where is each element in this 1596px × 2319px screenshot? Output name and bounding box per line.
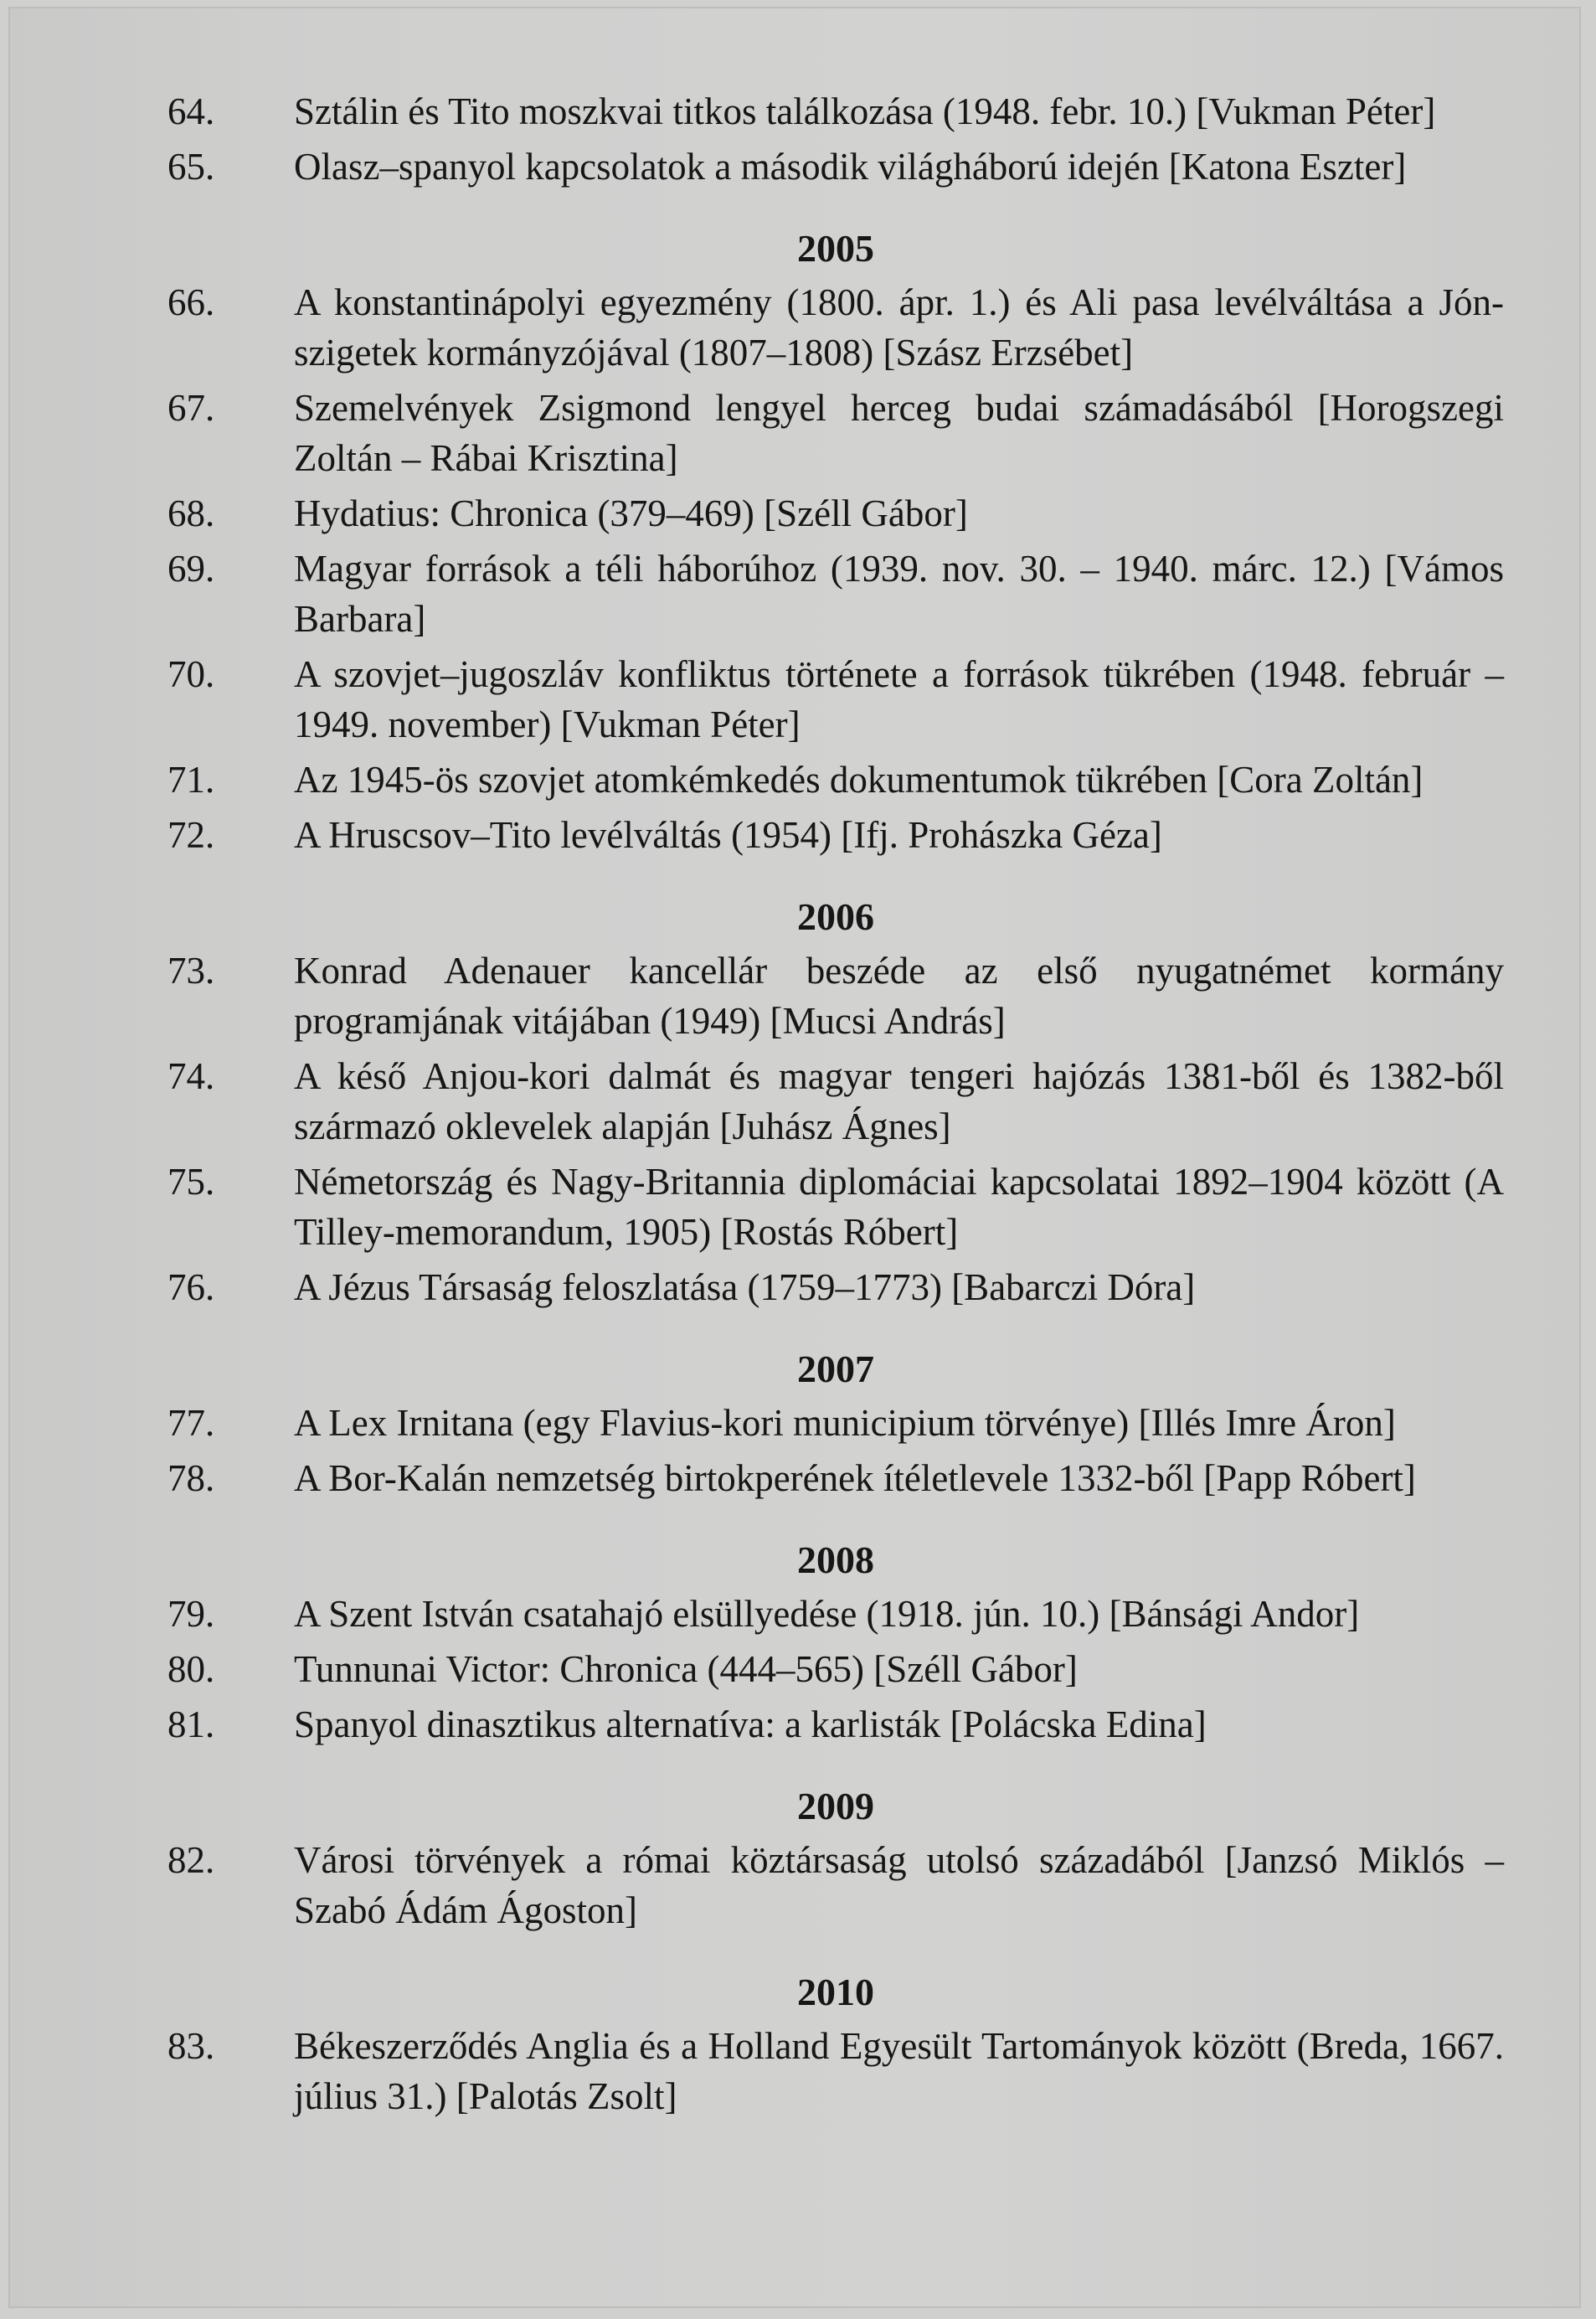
year-heading: 2008 xyxy=(797,1538,874,1581)
item-title: Spanyol dinasztikus alternatíva: a karlisták [Polácska Edina] xyxy=(294,1703,1207,1745)
item-title: A késő Anjou-kori dalmát és magyar tengeri hajózás 1381-ből és 1382-ből származó oklevelek alapján [Juhász Ágnes] xyxy=(294,1055,1504,1147)
item-number: 77. xyxy=(167,1402,215,1444)
item-number: 80. xyxy=(167,1648,215,1690)
year-heading: 2010 xyxy=(797,1971,874,2013)
item-number: 75. xyxy=(167,1161,215,1203)
list-item xyxy=(167,810,1504,860)
item-number: 69. xyxy=(167,548,215,590)
item-number: 67. xyxy=(167,387,215,429)
year-heading: 2005 xyxy=(797,227,874,270)
item-number: 76. xyxy=(167,1266,215,1308)
item-number: 78. xyxy=(167,1457,215,1499)
item-title: Magyar források a téli háborúhoz (1939. nov. 30. – 1940. márc. 12.) [Vámos Barbara] xyxy=(294,548,1504,640)
item-title: A Bor-Kalán nemzetség birtokperének ítéletlevele 1332-ből [Papp Róbert] xyxy=(294,1457,1416,1499)
list-item xyxy=(167,544,1504,644)
item-number: 81. xyxy=(167,1703,215,1745)
list-item xyxy=(167,1398,1504,1448)
item-title: Konrad Adenauer kancellár beszéde az első nyugatnémet kormány programjának vitájában (1949) [Mucsi András] xyxy=(294,950,1504,1042)
item-number: 72. xyxy=(167,814,215,856)
item-number: 74. xyxy=(167,1055,215,1097)
item-number: 65. xyxy=(167,146,215,188)
item-number: 73. xyxy=(167,950,215,992)
item-number: 68. xyxy=(167,492,215,534)
item-number: 64. xyxy=(167,90,215,132)
list-item xyxy=(167,1699,1504,1750)
list-item xyxy=(167,1051,1504,1152)
item-title: A Jézus Társaság feloszlatása (1759–1773) [Babarczi Dóra] xyxy=(294,1266,1196,1308)
item-title: A Hruscsov–Tito levélváltás (1954) [Ifj. Prohászka Géza] xyxy=(294,814,1162,856)
year-heading: 2009 xyxy=(797,1785,874,1827)
list-item xyxy=(167,1157,1504,1257)
list-item xyxy=(167,488,1504,539)
list-item xyxy=(167,1644,1504,1694)
list-item xyxy=(167,277,1504,378)
list-item xyxy=(167,1453,1504,1503)
item-number: 70. xyxy=(167,653,215,695)
year-heading: 2007 xyxy=(797,1348,874,1390)
list-item xyxy=(167,649,1504,750)
item-title: Városi törvények a római köztársaság utolsó századából [Janzsó Miklós – Szabó Ádám Ágoston] xyxy=(294,1839,1504,1931)
list-item xyxy=(167,86,1504,137)
item-title: Tunnunai Victor: Chronica (444–565) [Széll Gábor] xyxy=(294,1648,1078,1690)
item-title: Az 1945-ös szovjet atomkémkedés dokumentumok tükrében [Cora Zoltán] xyxy=(294,759,1424,801)
item-title: A Szent István csatahajó elsüllyedése (1918. jún. 10.) [Bánsági Andor] xyxy=(294,1593,1360,1635)
list-item xyxy=(167,2021,1504,2121)
list-item xyxy=(167,755,1504,805)
list-item xyxy=(167,1589,1504,1639)
document-page xyxy=(8,7,1581,2308)
item-title: A konstantinápolyi egyezmény (1800. ápr. 1.) és Ali pasa levélváltása a Jón-szigetek kormányzójával (1807–1808) [Szász Erzsébet] xyxy=(294,281,1504,374)
item-title: A szovjet–jugoszláv konfliktus története a források tükrében (1948. február – 1949. november) [Vukman Péter] xyxy=(294,653,1504,745)
list-item xyxy=(167,1262,1504,1312)
item-title: A Lex Irnitana (egy Flavius-kori municipium törvénye) [Illés Imre Áron] xyxy=(294,1402,1396,1444)
year-heading: 2006 xyxy=(797,895,874,938)
list-item xyxy=(167,142,1504,192)
publication-list xyxy=(167,86,1504,2126)
item-title: Hydatius: Chronica (379–469) [Széll Gábor] xyxy=(294,492,968,534)
list-item xyxy=(167,1835,1504,1935)
item-number: 83. xyxy=(167,2025,215,2067)
item-number: 66. xyxy=(167,281,215,323)
item-title: Szemelvények Zsigmond lengyel herceg budai számadásából [Horogszegi Zoltán – Rábai Krisztina] xyxy=(294,387,1504,479)
item-title: Németország és Nagy-Britannia diplomáciai kapcsolatai 1892–1904 között (A Tilley-memorandum, 1905) [Rostás Róbert] xyxy=(294,1161,1504,1253)
list-item xyxy=(167,946,1504,1046)
item-title: Sztálin és Tito moszkvai titkos találkozása (1948. febr. 10.) [Vukman Péter] xyxy=(294,90,1436,132)
item-number: 79. xyxy=(167,1593,215,1635)
item-title: Békeszerződés Anglia és a Holland Egyesült Tartományok között (Breda, 1667. július 31.) [Palotás Zsolt] xyxy=(294,2025,1504,2117)
item-title: Olasz–spanyol kapcsolatok a második világháború idején [Katona Eszter] xyxy=(294,146,1407,188)
item-number: 71. xyxy=(167,759,215,801)
list-item xyxy=(167,383,1504,483)
item-number: 82. xyxy=(167,1839,215,1881)
